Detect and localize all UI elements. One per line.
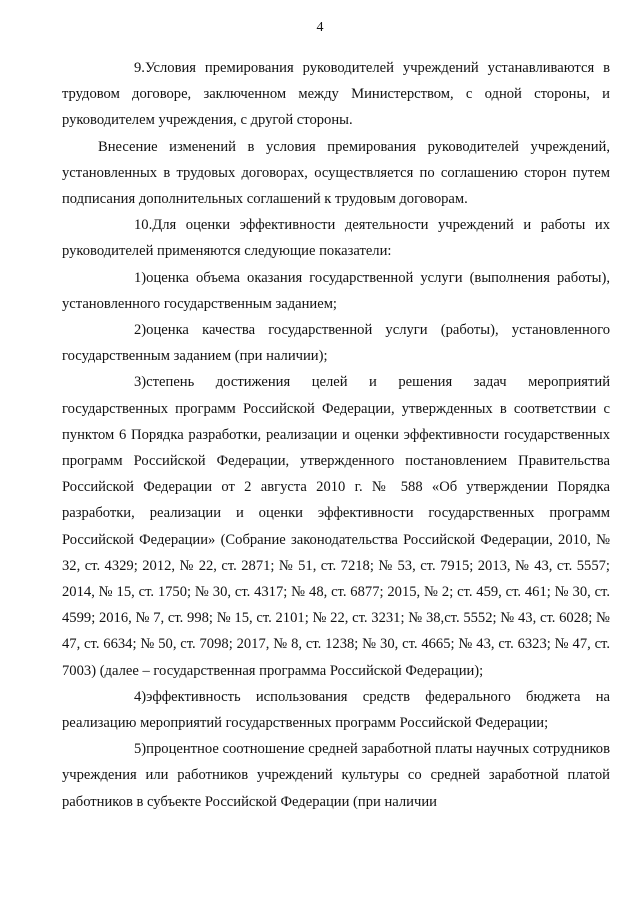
- paragraph: [62, 134, 610, 213]
- paragraph-number: 4): [134, 688, 147, 705]
- paragraph-text: оценка качества государственной услуги (работы), установленного государственным заданием (при наличии);: [62, 322, 610, 365]
- paragraph: [62, 265, 610, 317]
- paragraph-text: Для оценки эффективности деятельности учреждений и работы их руководителей применяются следующие показатели:: [62, 217, 610, 260]
- paragraph-number: 10.: [134, 217, 153, 234]
- paragraph-number: 3): [134, 374, 147, 391]
- paragraph-text: процентное соотношение средней заработной платы научных сотрудников учреждения или работников учреждений культуры со средней заработной платой работников в субъекте Российской Федерации (при наличии: [62, 741, 610, 810]
- paragraph: [62, 736, 610, 815]
- paragraph: [62, 369, 610, 683]
- page-number: 4: [316, 20, 324, 35]
- paragraph: [62, 684, 610, 736]
- paragraph-text: Условия премирования руководителей учреждений устанавливаются в трудовом договоре, заключенном между Министерством, с одной стороны, и руководителем учреждения, с другой стороны.: [62, 60, 610, 129]
- document-body: [62, 55, 610, 815]
- paragraph-text: степень достижения целей и решения задач мероприятий государственных программ Российской Федерации, утвержденных в соответствии с пунктом 6 Порядка разработки, реализации и оценки эффективности государственных программ Российской Федерации, утвержденного постановлением Правительства Российской Федерации от 2 августа 2010 г. № 588 «Об утверждении Порядка разработки, реализации и оценки эффективности государственных программ Российской Федерации» (Собрание законодательства Российской Федерации, 2010, № 32, ст. 4329; 2012, № 22, ст. 2871; № 51, ст. 7218; № 53, ст. 7915; 2013, № 43, ст. 5557; 2014, № 15, ст. 1750; № 30, ст. 4317; № 48, ст. 6877; 2015, № 2; ст. 459, ст. 461; № 30, ст. 4599; 2016, № 7, ст. 998; № 15, ст. 2101; № 22, ст. 3231; № 38,ст. 5552; № 43, ст. 6028; № 47, ст. 6634; № 50, ст. 7098; 2017, № 8, ст. 1238; № 30, ст. 4665; № 43, ст. 6323; № 47, ст. 7003) (далее – государственная программа Российской Федерации);: [62, 374, 610, 679]
- paragraph: [62, 55, 610, 134]
- paragraph: [62, 212, 610, 264]
- paragraph-text: оценка объема оказания государственной услуги (выполнения работы), установленного государственным заданием;: [62, 269, 610, 312]
- paragraph-number: 5): [134, 741, 147, 758]
- paragraph-number: 1): [134, 269, 147, 286]
- paragraph-number: 2): [134, 322, 147, 339]
- paragraph-text: Внесение изменений в условия премирования руководителей учреждений, установленных в трудовых договорах, осуществляется по соглашению сторон путем подписания дополнительных соглашений к трудовым договорам.: [62, 138, 610, 208]
- paragraph-text: эффективность использования средств федерального бюджета на реализацию мероприятий государственных программ Российской Федерации;: [62, 688, 610, 732]
- paragraph: [62, 317, 610, 369]
- paragraph-number: 9.: [134, 60, 145, 76]
